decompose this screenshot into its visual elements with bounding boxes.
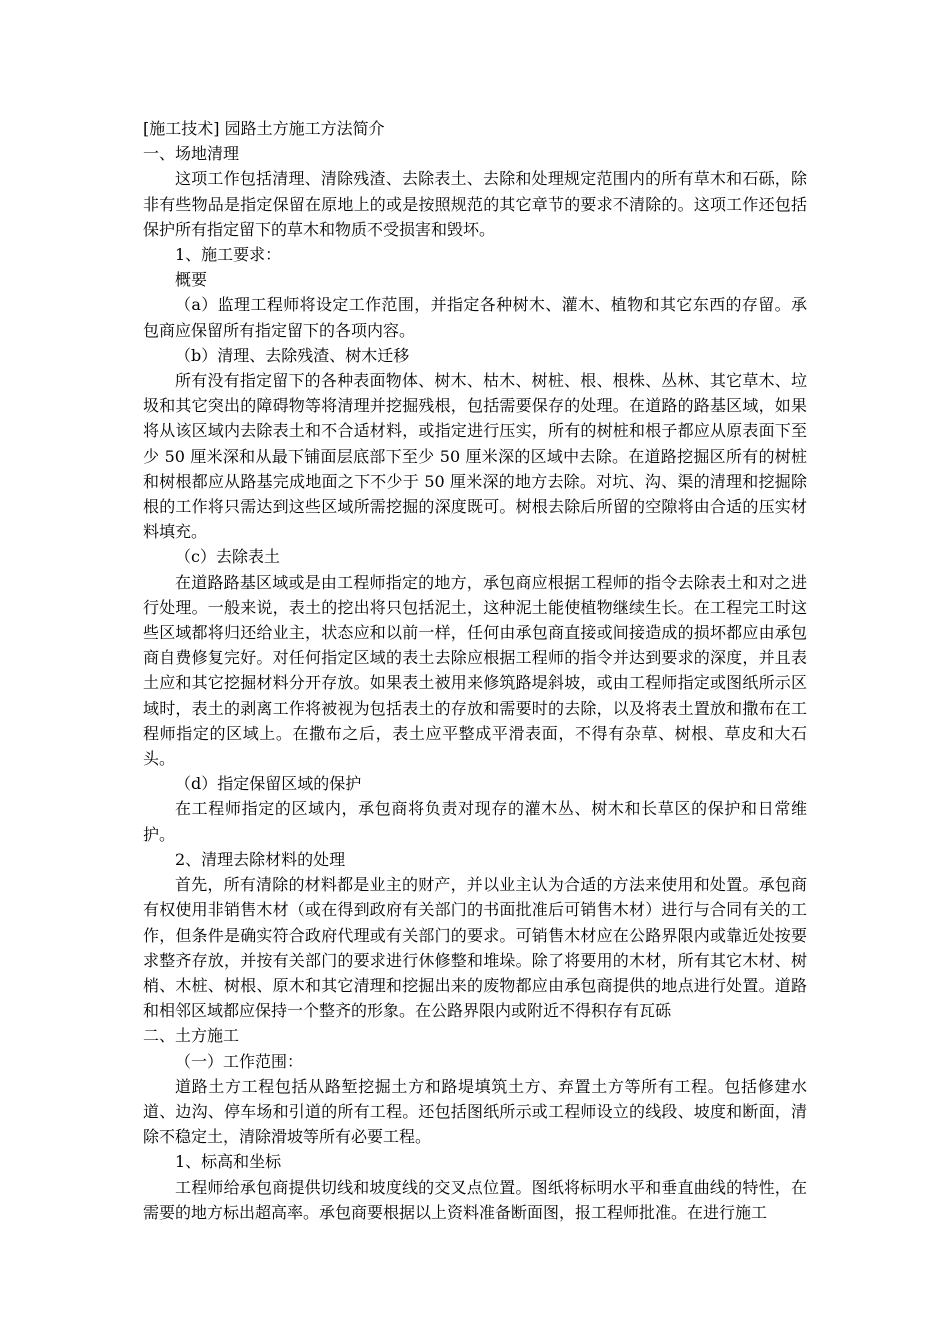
subheading-elevation-coordinates: 1、标高和坐标	[175, 1152, 282, 1172]
paragraph: 道路土方工程包括从路堑挖掘土方和路堤填筑土方、弃置土方等所有工程。包括修建水道、边沟、停车场和引道的所有工程。还包括图纸所示或工程师设立的线段、坡度和断面，清除不稳定土，清除滑坡等所有必要工程。	[143, 1076, 807, 1147]
section-heading-earthwork: 二、土方施工	[143, 1026, 240, 1046]
paragraph: 首先，所有清除的材料都是业主的财产，并以业主认为合适的方法来使用和处置。承包商有权使用非销售木材（或在得到政府有关部门的书面批准后可销售木材）进行与合同有关的工作，但条件是确实符合政府代理或有关部门的要求。可销售木材应在公路界限内或靠近处按要求整齐存放，并按有关部门的要求进行休修整和堆垛。除了将要用的木材，所有其它木材、树梢、木桩、树根、原木和其它清理和挖掘出来的废物都应由承包商提供的地点进行处置。道路和相邻区域都应保持一个整齐的形象。在公路界限内或附近不得积存有瓦砾	[143, 875, 807, 1021]
subheading-clearing: （b）清理、去除残渣、树木迁移	[175, 345, 410, 365]
paragraph: （a）监理工程师将设定工作范围，并指定各种树木、灌木、植物和其它东西的存留。承包商应保留所有指定留下的各项内容。	[143, 295, 807, 340]
document-title: [施工技术] 园路土方施工方法简介	[143, 119, 385, 138]
subheading-material-disposal: 2、清理去除材料的处理	[175, 849, 346, 869]
paragraph: 这项工作包括清理、清除残渣、去除表土、去除和处理规定范围内的所有草木和石砾，除非有些物品是指定保留在原地上的或是按照规范的其它章节的要求不清除的。这项工作还包括保护所有指定留下的草木和物质不受损害和毁坏。	[143, 169, 807, 239]
paragraph: 工程师给承包商提供切线和坡度线的交叉点位置。图纸将标明水平和垂直曲线的特性，在需要的地方标出超高率。承包商要根据以上资料准备断面图，报工程师批准。在进行施工	[143, 1177, 807, 1222]
subheading-overview: 概要	[175, 270, 208, 290]
paragraph: 在道路路基区域或是由工程师指定的地方，承包商应根据工程师的指令去除表土和对之进行处理。一般来说，表土的挖出将只包括泥土，这种泥土能使植物继续生长。在工程完工时这些区域都将归还给业主，状态应和以前一样，任何由承包商直接或间接造成的损坏都应由承包商自费修复完好。对任何指定区域的表土去除应根据工程师的指令并达到要求的深度，并且表土应和其它挖掘材料分开存放。如果表土被用来修筑路堤斜坡，或由工程师指定或图纸所示区域时，表土的剥离工作将被视为包括表土的存放和需要时的去除，以及将表土置放和撒布在工程师指定的区域上。在撒布之后，表土应平整成平滑表面，不得有杂草、树根、草皮和大石头。	[143, 572, 807, 769]
document-page	[143, 116, 807, 1225]
subheading-construction-requirements: 1、施工要求：	[175, 245, 282, 265]
paragraph: 所有没有指定留下的各种表面物体、树木、枯木、树桩、根、根株、丛林、其它草木、垃圾和其它突出的障碍物等将清理并挖掘残根，包括需要保存的处理。在道路的路基区域，如果将从该区域内去除表土和不合适材料，或指定进行压实，所有的树桩和根子都应从原表面下至少 50 厘米深和从最下铺面层底部下至少 50 厘米深的区域中去除。在道路挖掘区所有的树桩和树根都应从路基完成地面之下不少于 50 厘米深的地方去除。对坑、沟、渠的清理和挖掘除根的工作将只需达到这些区域所需挖掘的深度既可。树根去除后所留的空隙将由合适的压实材料填充。	[143, 371, 807, 542]
subheading-topsoil-removal: （c）去除表土	[175, 547, 280, 567]
paragraph: 在工程师指定的区域内，承包商将负责对现存的灌木丛、树木和长草区的保护和日常维护。	[143, 799, 807, 844]
section-heading-site-clearing: 一、场地清理	[143, 144, 240, 164]
subheading-work-scope: （一）工作范围：	[175, 1051, 304, 1071]
subheading-protection: （d）指定保留区域的保护	[175, 774, 362, 794]
